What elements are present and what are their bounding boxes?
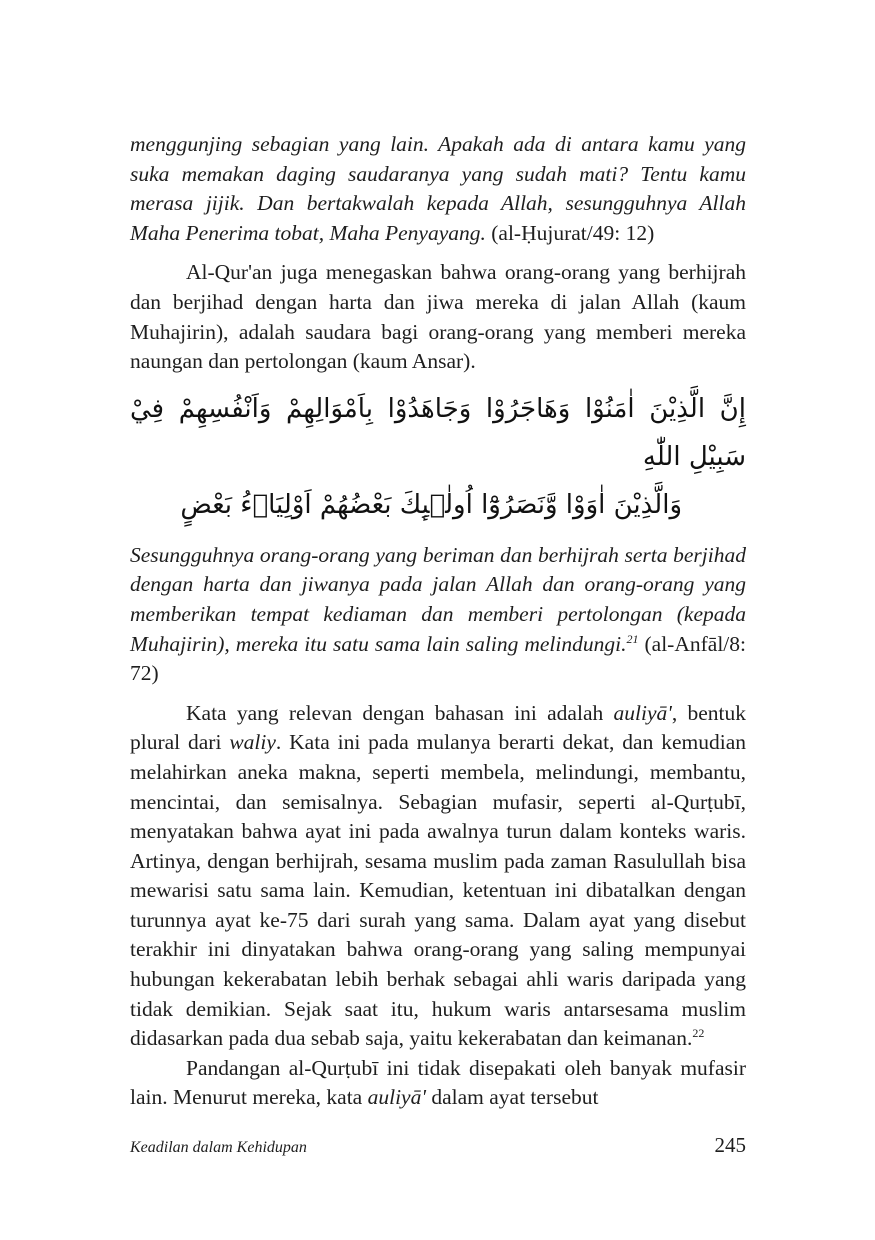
text-segment: Pandangan al-Qurṭubī ini tidak disepakati oleh banyak mufasir lain. Menurut mereka, kata bbox=[130, 1055, 746, 1110]
term-auliya: auliyā' bbox=[367, 1085, 426, 1110]
verse-reference: (al-Anfāl/8: 72) bbox=[130, 631, 746, 686]
text-segment: Kata yang relevan dengan bahasan ini adalah bbox=[186, 700, 614, 725]
translation-text: Sesungguhnya orang-orang yang beriman dan berhijrah serta berjihad dengan harta dan jiwanya pada jalan Allah dan orang-orang yang memberikan tempat kediaman dan memberi pertolongan (kepada Muhajirin), mereka itu satu sama lain saling melindungi. bbox=[130, 542, 746, 656]
quote-translation-hujurat bbox=[130, 130, 746, 248]
footnote-marker[interactable]: 21 bbox=[626, 631, 639, 646]
page-body bbox=[130, 130, 746, 1113]
text-segment: dalam ayat tersebut bbox=[425, 1085, 599, 1110]
term-auliya: auliyā' bbox=[613, 700, 672, 725]
book-title: Keadilan dalam Kehidupan bbox=[130, 1139, 307, 1156]
verse-reference: (al-Ḥujurat/49: 12) bbox=[485, 220, 655, 245]
term-waliy: waliy bbox=[229, 730, 276, 755]
paragraph-qurtubi bbox=[130, 1054, 746, 1113]
translation-text: menggunjing sebagian yang lain. Apakah ada di antara kamu yang suka memakan daging saudaranya yang sudah mati? Tentu kamu merasa jijik. Dan bertakwalah kepada Allah, sesungguhnya Allah Maha Penerima tobat, Maha Penyayang. bbox=[130, 132, 746, 245]
page-footer bbox=[130, 1133, 746, 1158]
arabic-verse bbox=[130, 385, 746, 529]
text-segment: , bentuk plural dari bbox=[130, 700, 746, 755]
text-segment: . Kata ini pada mulanya berarti dekat, dan kemudian melahirkan aneka makna, seperti membela, melindungi, membantu, mencintai, dan semisalnya. Sebagian mufasir, seperti al-Qurṭubī, menyatakan bahwa ayat ini pada awalnya turun dalam konteks waris. Artinya, dengan berhijrah, sesama muslim pada zaman Rasulullah bisa mewarisi satu sama lain. Kemudian, ketentuan ini dibatalkan dengan turunnya ayat ke-75 dari surah yang sama. Dalam ayat yang disebut terakhir ini dinyatakan bahwa orang-orang yang saling mempunyai hubungan kekerabatan lebih berhak sebagai ahli waris daripada yang tidak demikian. Sejak saat itu, hukum waris antarsesama muslim didasarkan pada dua sebab saja, yaitu kekerabatan dan keimanan. bbox=[130, 730, 746, 1051]
arabic-verse-line-2: وَالَّذِيْنَ اٰوَوْا وَّنَصَرُوْٓا اُولٰۤىِٕكَ بَعْضُهُمْ اَوْلِيَاۤءُ بَعْضٍ bbox=[180, 489, 682, 520]
quote-translation-anfal bbox=[130, 541, 746, 689]
paragraph-muhajirin: Al-Qur'an juga menegaskan bahwa orang-orang yang berhijrah dan berjihad dengan harta dan jiwa mereka di jalan Allah (kaum Muhajirin), adalah saudara bagi orang-orang yang memberi mereka naungan dan pertolongan (kaum Ansar). bbox=[130, 260, 746, 374]
paragraph-auliya bbox=[130, 699, 746, 1054]
footnote-marker[interactable]: 22 bbox=[692, 1026, 705, 1041]
arabic-verse-line-1: إِنَّ الَّذِيْنَ اٰمَنُوْا وَهَاجَرُوْا وَجَاهَدُوْا بِاَمْوَالِهِمْ وَاَنْفُسِهِمْ فِيْ سَبِيْلِ اللّٰهِ bbox=[130, 393, 746, 472]
page-number: 245 bbox=[714, 1133, 746, 1157]
